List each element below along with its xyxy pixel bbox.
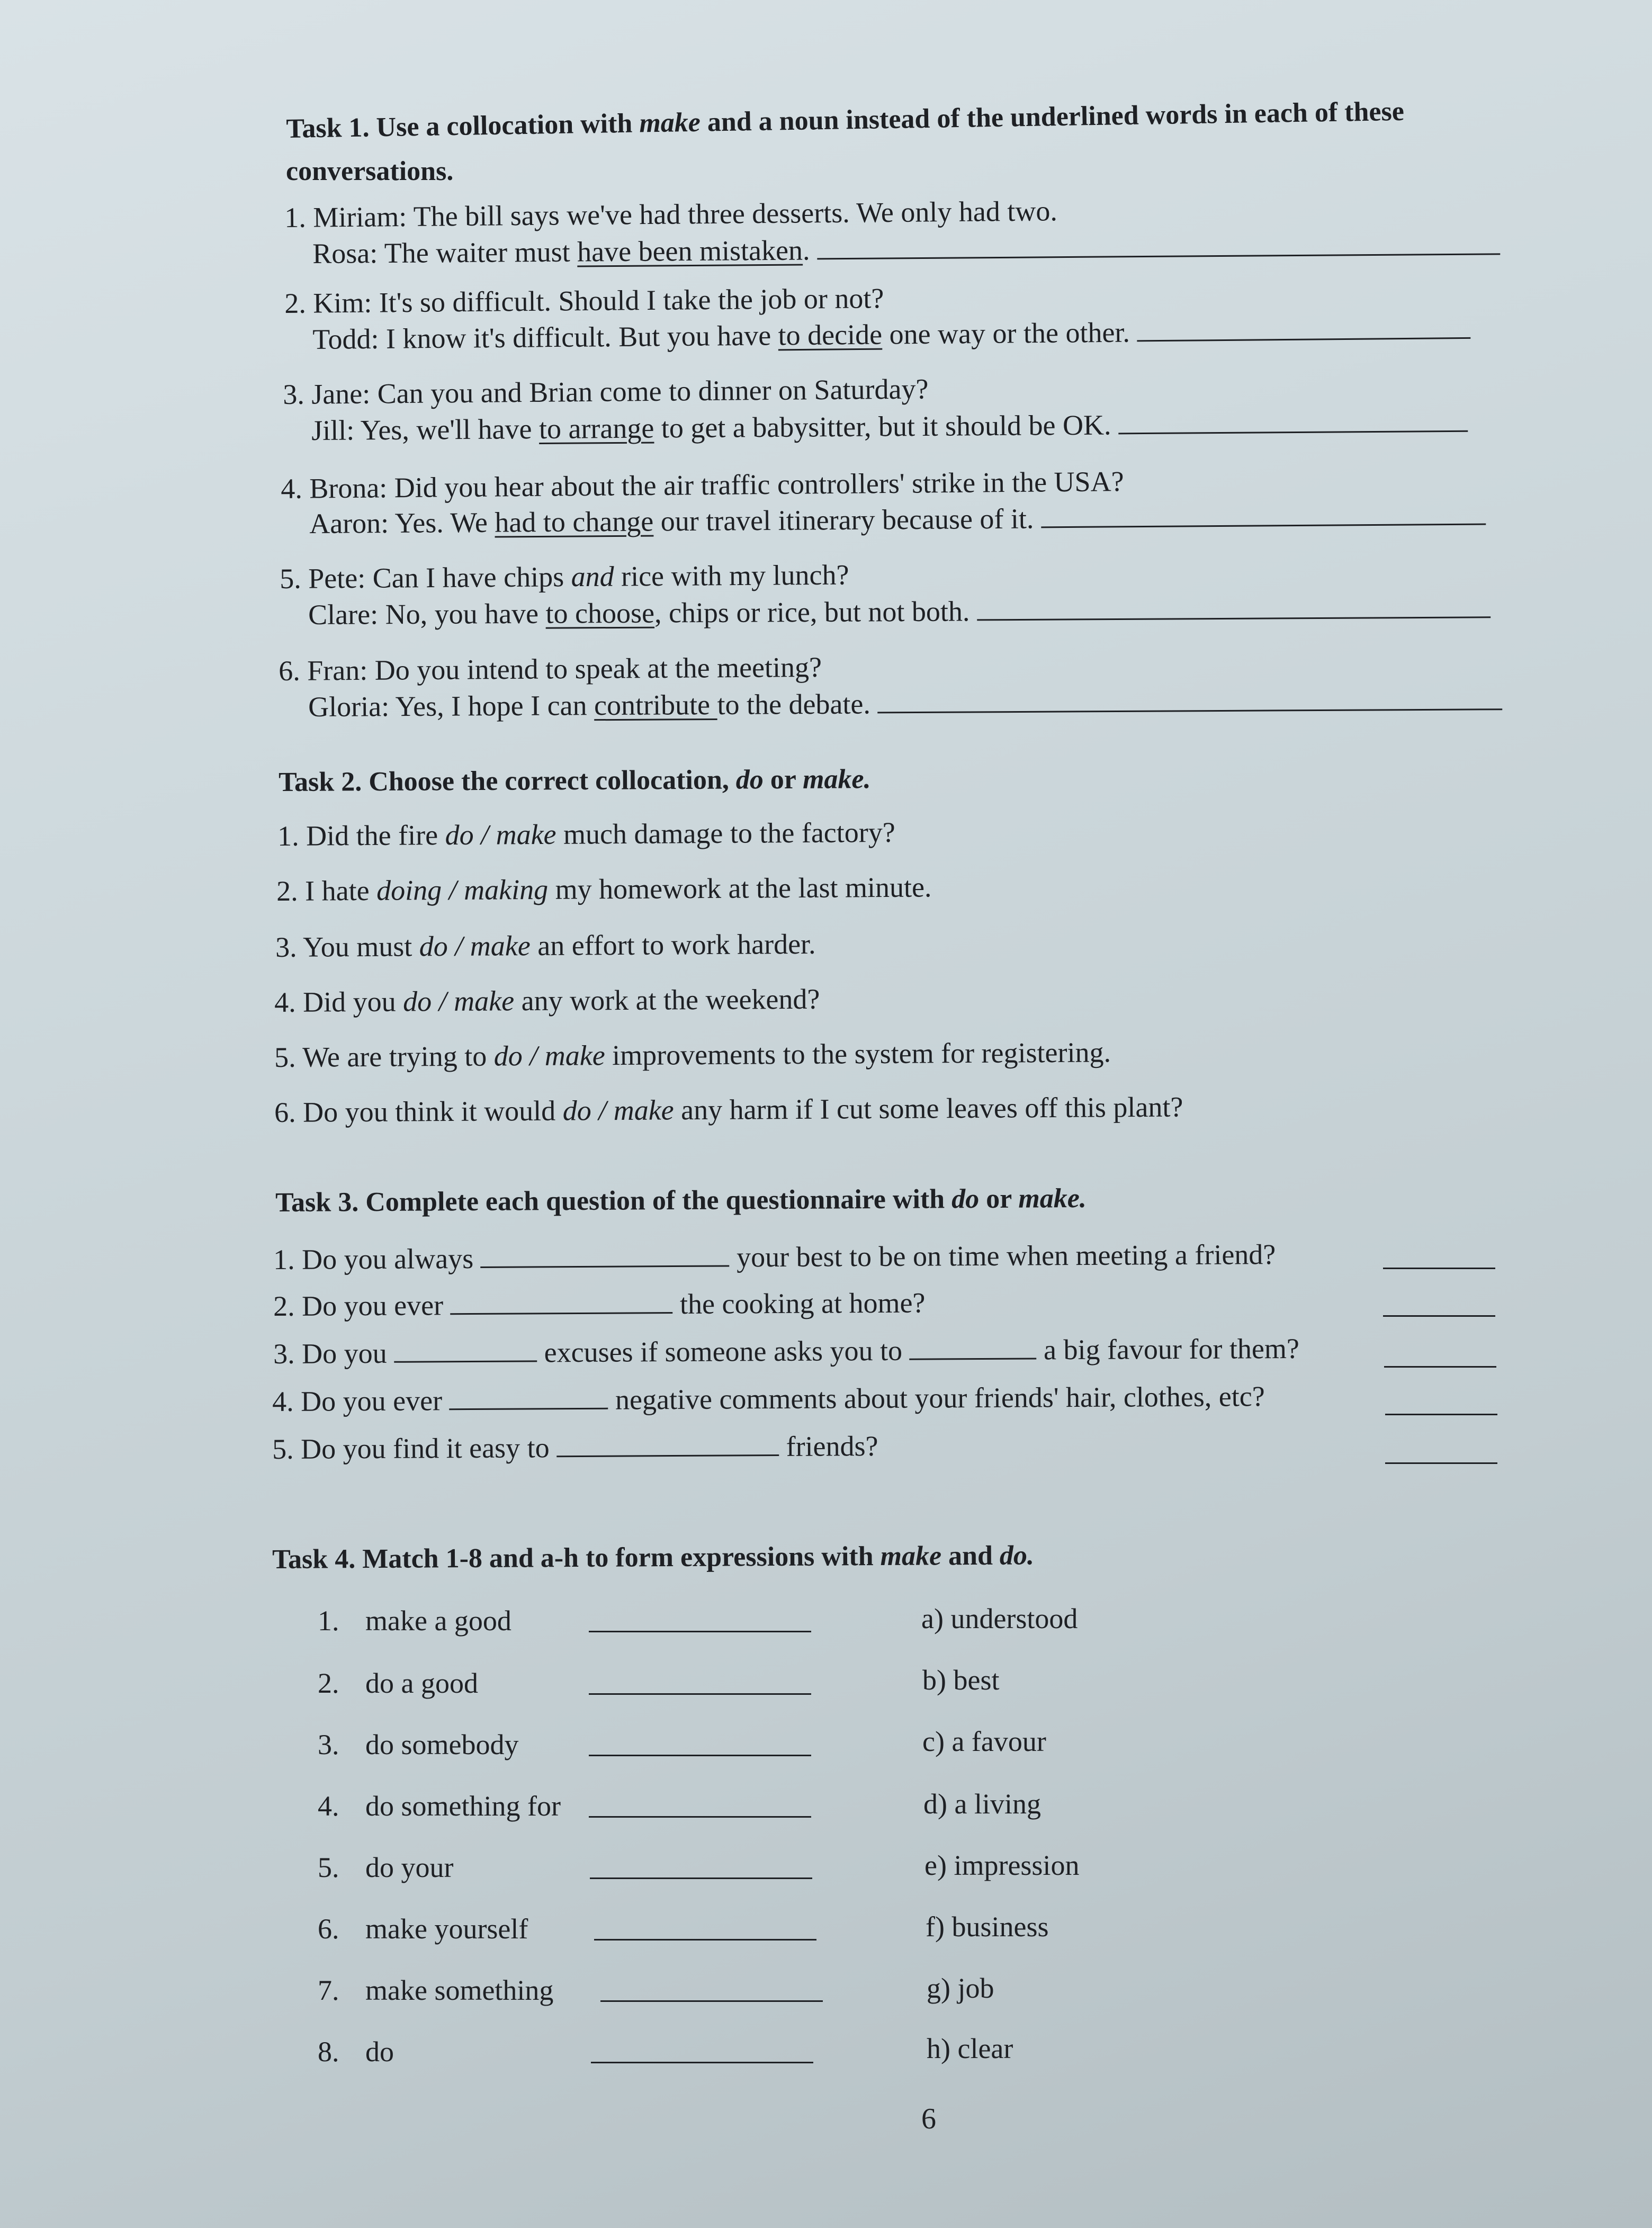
worksheet-page: Task 1. Use a collocation with make and a noun instead of the underlined words in each of these conversations. 1. Miriam: The bill says we've had three desserts. We only had two. Rosa: The waiter must have been mistaken. 2. Kim: It's so difficult. Should I take the job or not? Todd: I know it's difficult. But you have to decide one way or the other. 3. Jane: Can you and Brian come to dinner on Saturday? Jill: Yes, we'll have to arrange to get a babysitter, but it should be OK. 4. Brona: Did you hear about the air traffic controllers' strike in the USA? Aaron: Yes. We had to change our travel itinerary because of it. 5. Pete: Can I have chips and rice with my lunch? Clare: No, you have to choose, chips or rice, but not both. 6. Fran: Do you intend to speak at the meeting? Gloria: Yes, I hope I can contribute to the debate. Task 2. Choose the correct collocation, do or make. 1. Did the fire do / make much damage to the factory? 2. I hate doing / making my homework at the last minute. 3. You must do / make an effort to work harder. 4. Did you do / make any work at the weekend? 5. We are trying to do / make improvements to the system for registering. 6. Do you think it would do / make any harm if I cut some leaves off this plant? Task 3. Complete each question of the questionnaire with do or make. 1. Do you always your best to be on time when meeting a friend? 2. Do you ever the cooking at home? 3. Do you excuses if someone asks you to a big favour for them? 4. Do you ever negative comments about your friends' hair, clothes, etc? 5. Do you find it easy to friends? Task 4. Match 1-8 and a-h to form expressions with make and do. 1. make a good a) understood 2. do a good b) best 3. do somebody c) a favour 4. do something for d) a living 5. do your e) impression 6. make yourself f) business 7. make something g) job 8. do h) clear 6 — [0, 0, 1652, 2228]
task1-item-4-line-a: 4. Brona: Did you hear about the air traffic controllers' strike in the USA? — [281, 465, 1124, 505]
task2-choice-6[interactable]: do / make — [562, 1094, 674, 1127]
task2-item-6: 6. Do you think it would do / make any harm if I cut some leaves off this plant? — [274, 1091, 1183, 1128]
task1-item-1-line-a: 1. Miriam: The bill says we've had three desserts. We only had two. — [284, 195, 1058, 233]
task1-item-5-line-a: 5. Pete: Can I have chips and rice with my lunch? — [280, 559, 849, 595]
task4-blank-2[interactable] — [589, 1693, 811, 1695]
task1-item-3-line-b: Jill: Yes, we'll have to arrange to get a babysitter, but it should be OK. — [311, 405, 1468, 448]
task2-choice-5[interactable]: do / make — [493, 1039, 605, 1072]
task4-blank-5[interactable] — [590, 1877, 812, 1879]
task1-answer-blank-2[interactable] — [1137, 314, 1470, 342]
task1-item-1-line-b: Rosa: The waiter must have been mistaken. — [312, 228, 1500, 271]
task1-item-4-line-b: Aaron: Yes. We had to change our travel itinerary because of it. — [309, 498, 1486, 541]
task3-score-blank-5[interactable] — [1385, 1439, 1497, 1464]
task2-choice-2[interactable]: doing / making — [376, 873, 549, 906]
task4-heading: Task 4. Match 1-8 and a-h to form expressions with make and do. — [272, 1540, 1035, 1575]
task3-item-4: 4. Do you ever negative comments about your friends' hair, clothes, etc? — [272, 1380, 1265, 1417]
task3-score-blank-3[interactable] — [1384, 1343, 1496, 1368]
task3-item-3: 3. Do you excuses if someone asks you to a big favour for them? — [273, 1332, 1299, 1370]
task1-answer-blank-1[interactable] — [817, 230, 1500, 259]
task2-choice-3[interactable]: do / make — [419, 930, 531, 963]
task3-item-1: 1. Do you always your best to be on time when meeting a friend? — [273, 1238, 1276, 1275]
task3-blank-3b[interactable] — [909, 1334, 1036, 1360]
task4-blank-7[interactable] — [600, 2000, 823, 2002]
task2-item-2: 2. I hate doing / making my homework at the last minute. — [276, 871, 932, 907]
task4-blank-4[interactable] — [589, 1816, 811, 1818]
task3-score-blank-4[interactable] — [1385, 1390, 1497, 1415]
task1-item-5-line-b: Clare: No, you have to choose, chips or rice, but not both. — [308, 591, 1491, 632]
task1-answer-blank-6[interactable] — [877, 685, 1502, 713]
task2-item-1: 1. Did the fire do / make much damage to the factory? — [277, 816, 895, 852]
task1-answer-blank-3[interactable] — [1118, 407, 1468, 435]
task1-item-6-line-a: 6. Fran: Do you intend to speak at the meeting? — [279, 651, 822, 687]
task2-choice-1[interactable]: do / make — [445, 818, 556, 851]
task2-item-3: 3. You must do / make an effort to work harder. — [275, 928, 816, 963]
task3-item-2: 2. Do you ever the cooking at home? — [273, 1287, 926, 1322]
task1-item-6-line-b: Gloria: Yes, I hope I can contribute to the debate. — [308, 683, 1503, 724]
task3-blank-4a[interactable] — [449, 1385, 608, 1411]
task3-blank-5a[interactable] — [556, 1431, 779, 1457]
task4-blank-6[interactable] — [594, 1939, 816, 1940]
task1-item-2-line-a: 2. Kim: It's so difficult. Should I take the job or not? — [284, 282, 884, 319]
task2-choice-4[interactable]: do / make — [403, 985, 515, 1018]
task2-heading: Task 2. Choose the correct collocation, do or make. — [279, 764, 871, 797]
task1-item-3-line-a: 3. Jane: Can you and Brian come to dinner on Saturday? — [283, 373, 929, 410]
task3-score-blank-2[interactable] — [1383, 1292, 1495, 1317]
task1-heading: Task 1. Use a collocation with make and a noun instead of the underlined words in each of these — [286, 96, 1405, 144]
task4-blank-1[interactable] — [589, 1631, 811, 1632]
task2-item-4: 4. Did you do / make any work at the weekend? — [274, 983, 820, 1018]
task3-score-blank-1[interactable] — [1383, 1244, 1495, 1269]
task4-blank-3[interactable] — [589, 1755, 811, 1756]
task3-blank-2a[interactable] — [450, 1289, 672, 1315]
page-number: 6 — [921, 2103, 936, 2135]
task1-heading-line2: conversations. — [286, 156, 454, 186]
task3-blank-3a[interactable] — [394, 1337, 537, 1362]
task3-heading: Task 3. Complete each question of the questionnaire with do or make. — [275, 1183, 1087, 1218]
task2-item-5: 5. We are trying to do / make improvements to the system for registering. — [274, 1036, 1111, 1073]
task1-answer-blank-5[interactable] — [977, 593, 1491, 621]
task1-answer-blank-4[interactable] — [1041, 500, 1486, 528]
task4-blank-8[interactable] — [591, 2062, 813, 2063]
task3-item-5: 5. Do you find it easy to friends? — [272, 1430, 878, 1465]
task1-item-2-line-b: Todd: I know it's difficult. But you have to decide one way or the other. — [312, 312, 1471, 357]
task3-blank-1a[interactable] — [480, 1242, 729, 1268]
